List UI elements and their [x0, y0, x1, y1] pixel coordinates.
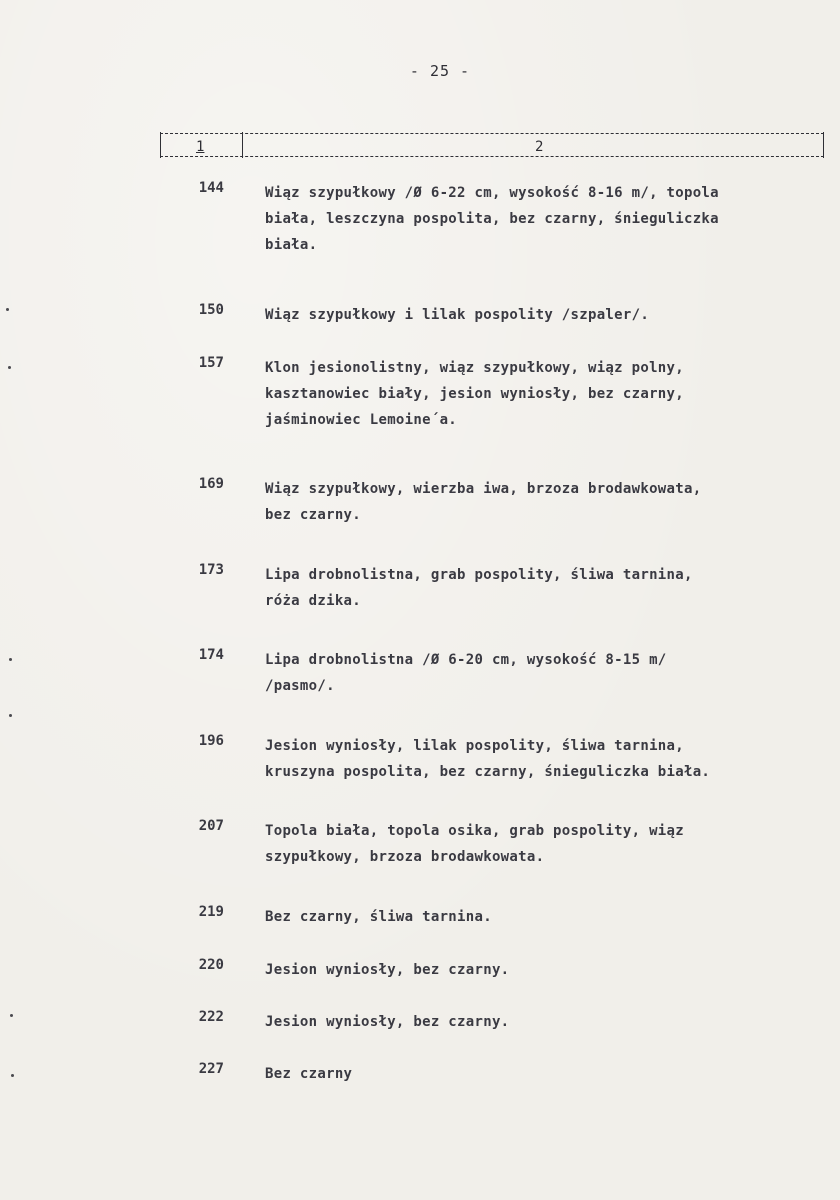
- entry-text: [265, 733, 825, 785]
- entry-text: [265, 1009, 825, 1035]
- entry-text: [265, 957, 825, 983]
- entry-number: 219: [198, 904, 224, 920]
- entry-line: biała.: [265, 237, 318, 253]
- entry-line: Lipa drobnolistna /Ø 6-20 cm, wysokość 8-15 m/: [265, 652, 667, 668]
- entry-text: [265, 818, 825, 870]
- entry-text: [265, 647, 825, 699]
- table-border-right: [823, 132, 824, 158]
- entry-line: biała, leszczyna pospolita, bez czarny, śnieguliczka: [265, 211, 719, 227]
- entry-line: Wiąz szypułkowy /Ø 6-22 cm, wysokość 8-16 m/, topola: [265, 185, 719, 201]
- column-header-2: 2: [535, 139, 544, 155]
- entry-number: 220: [198, 957, 224, 973]
- entry-line: kruszyna pospolita, bez czarny, śnieguliczka biała.: [265, 764, 711, 780]
- column-header-1: 1: [196, 139, 205, 155]
- margin-mark: [10, 1014, 13, 1017]
- entry-text: [265, 355, 825, 433]
- entry-number: 173: [198, 562, 224, 578]
- entry-text: [265, 476, 825, 528]
- page-number: - 25 -: [409, 62, 471, 80]
- entry-line: Bez czarny, śliwa tarnina.: [265, 909, 492, 925]
- entry-number: 144: [198, 180, 224, 196]
- margin-mark: [11, 1074, 14, 1077]
- entry-line: Jesion wyniosły, bez czarny.: [265, 1014, 510, 1030]
- margin-mark: [8, 366, 11, 369]
- entry-line: Lipa drobnolistna, grab pospolity, śliwa tarnina,: [265, 567, 693, 583]
- entry-line: Wiąz szypułkowy i lilak pospolity /szpaler/.: [265, 307, 650, 323]
- entry-line: Topola biała, topola osika, grab pospolity, wiąz: [265, 823, 684, 839]
- table-border-left: [160, 132, 161, 158]
- margin-mark: [9, 714, 12, 717]
- entry-line: Wiąz szypułkowy, wierzba iwa, brzoza brodawkowata,: [265, 481, 702, 497]
- entry-text: [265, 904, 825, 930]
- entry-text: [265, 180, 825, 258]
- entry-line: jaśminowiec Lemoine´a.: [265, 412, 458, 428]
- entry-line: /pasmo/.: [265, 678, 335, 694]
- entry-line: róża dzika.: [265, 593, 362, 609]
- entry-number: 207: [198, 818, 224, 834]
- entry-text: [265, 562, 825, 614]
- entry-line: Klon jesionolistny, wiąz szypułkowy, wiąz polny,: [265, 360, 684, 376]
- entry-text: [265, 1061, 825, 1087]
- entry-line: Bez czarny: [265, 1066, 353, 1082]
- table-header: [160, 133, 824, 157]
- entry-text: [265, 302, 825, 328]
- table-column-divider: [242, 132, 243, 158]
- margin-mark: [9, 658, 12, 661]
- entry-line: Jesion wyniosły, lilak pospolity, śliwa tarnina,: [265, 738, 684, 754]
- entry-line: kasztanowiec biały, jesion wyniosły, bez czarny,: [265, 386, 684, 402]
- entry-number: 169: [198, 476, 224, 492]
- entry-line: Jesion wyniosły, bez czarny.: [265, 962, 510, 978]
- entry-number: 227: [198, 1061, 224, 1077]
- entry-number: 196: [198, 733, 224, 749]
- entry-number: 174: [198, 647, 224, 663]
- entry-number: 222: [198, 1009, 224, 1025]
- entry-number: 150: [198, 302, 224, 318]
- entry-number: 157: [198, 355, 224, 371]
- entry-line: bez czarny.: [265, 507, 362, 523]
- margin-mark: [6, 308, 9, 311]
- entry-line: szypułkowy, brzoza brodawkowata.: [265, 849, 545, 865]
